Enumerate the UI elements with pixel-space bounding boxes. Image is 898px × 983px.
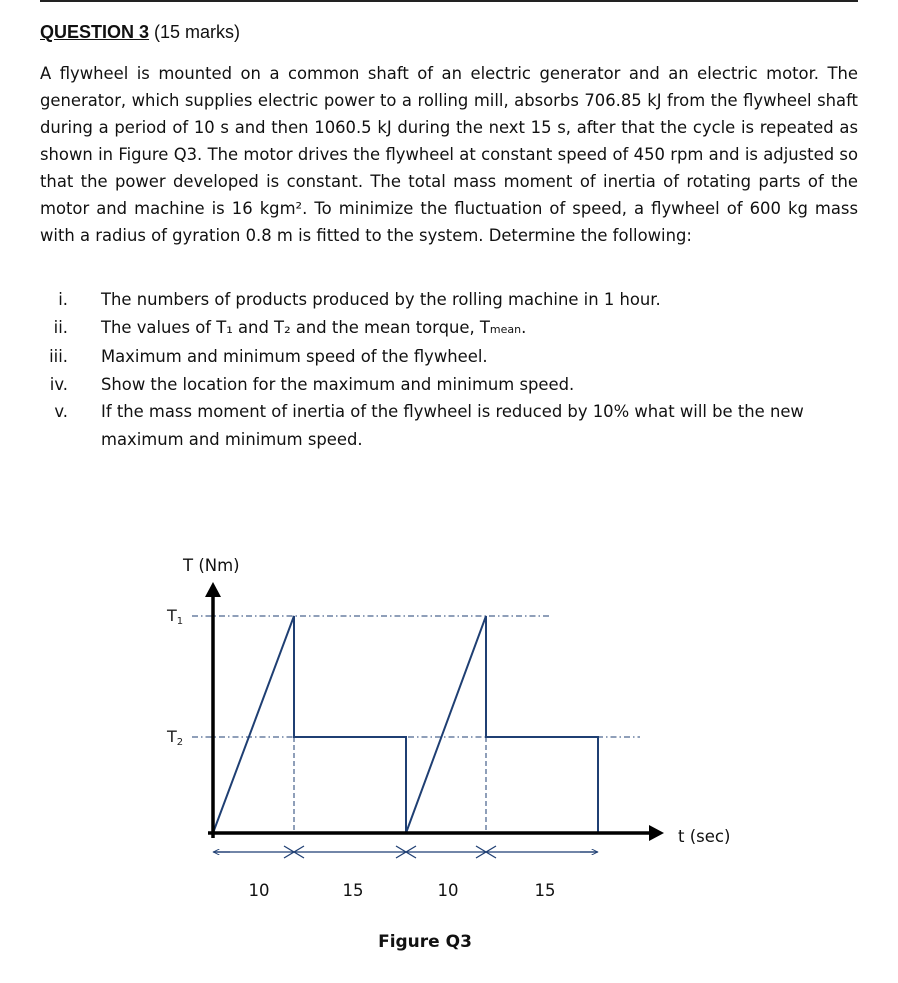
task-item — [40, 371, 858, 399]
task-list — [40, 286, 858, 453]
task-number: i. — [58, 290, 68, 309]
torque-time-diagram — [0, 540, 898, 930]
period-label: 15 — [534, 881, 556, 900]
period-label: 15 — [342, 881, 364, 900]
task-text: Show the location for the maximum and minimum speed. — [101, 374, 575, 394]
task-number: iv. — [49, 374, 68, 394]
y-axis-arrowhead — [205, 582, 221, 597]
task-subscript: mean — [489, 322, 522, 336]
task-text: Maximum and minimum speed of the flywheel. — [101, 347, 488, 366]
question-title — [40, 20, 240, 44]
task-item — [40, 314, 858, 344]
y-axis-label: T (Nm) — [183, 556, 240, 575]
x-axis-label: t (sec) — [678, 827, 731, 846]
task-item — [40, 398, 858, 453]
question-marks: (15 marks) — [149, 22, 241, 42]
t1-label: T1 — [167, 606, 184, 627]
task-number: iii. — [49, 347, 68, 366]
top-rule — [40, 0, 858, 2]
task-text: The numbers of products produced by the rolling machine in 1 hour. — [101, 290, 661, 309]
problem-statement: A flywheel is mounted on a common shaft of an electric generator and an electric motor. The generator, which supplies electric power to a rolling mill, absorbs 706.85 kJ from the flywheel shaft during a period of 10 s and then 1060.5 kJ during the next 15 s, after that the cycle is repeated as shown in Figure Q3. The motor drives the flywheel at constant speed of 450 rpm and is adjusted so that the power developed is constant. The total mass moment of inertia of rotating parts of the motor and machine is 16 kgm². To minimize the fluctuation of speed, a flywheel of 600 kg mass with a radius of gyration 0.8 m is fitted to the system. Determine the following: — [40, 64, 858, 245]
task-tail: . — [521, 317, 527, 337]
task-text: If the mass moment of inertia of the flywheel is reduced by 10% what will be the new maximum and minimum speed. — [101, 402, 804, 449]
period-label: 10 — [437, 881, 459, 900]
t2-label: T2 — [167, 727, 184, 748]
task-number: ii. — [53, 317, 68, 337]
task-item — [40, 286, 858, 314]
task-item — [40, 343, 858, 371]
period-label: 10 — [248, 881, 270, 900]
question-label: QUESTION 3 — [40, 22, 150, 42]
task-text: The values of T₁ and T₂ and the mean torque, T — [101, 317, 490, 337]
figure-caption: Figure Q3 — [378, 932, 472, 952]
task-number: v. — [54, 402, 68, 421]
x-axis-arrowhead — [649, 825, 664, 841]
torque-waveform — [213, 616, 598, 833]
